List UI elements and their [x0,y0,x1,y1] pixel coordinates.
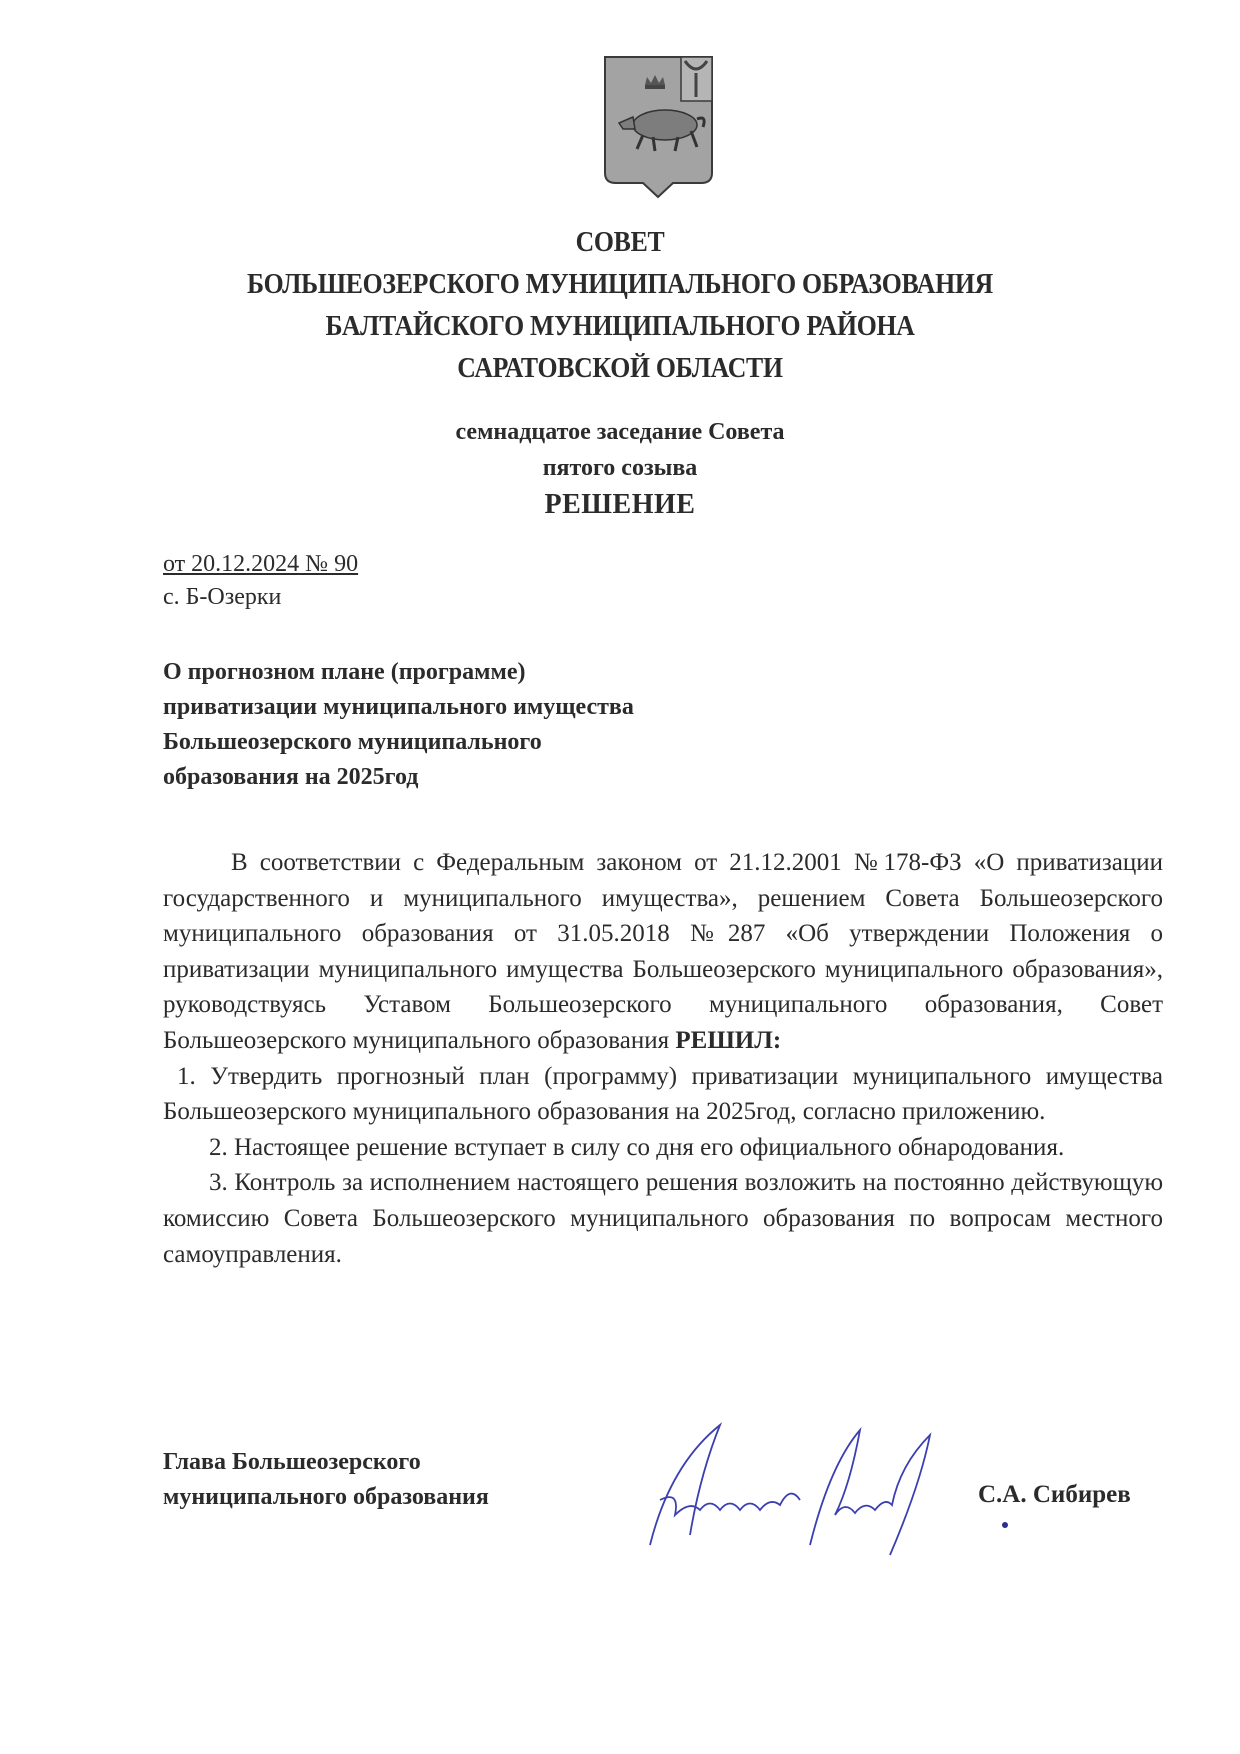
title-line: образования на 2025год [163,764,419,790]
handwritten-signature-icon [630,1405,1010,1575]
header-line: БАЛТАЙСКОГО МУНИЦИПАЛЬНОГО РАЙОНА [325,311,915,342]
position-line: Глава Большеозерского [163,1449,421,1475]
session-block [0,414,1240,524]
coat-of-arms-icon [603,55,714,200]
signatory-name: С.А. Сибирев [978,1481,1131,1508]
resolution-item-2: 2. Настоящее решение вступает в силу со дня его официального обнародования. [209,1133,1065,1161]
convocation-text: пятого созыва [542,455,698,481]
document-title [163,655,634,795]
preamble-text: В соответствии с Федеральным законом от 21.12.2001 №178-ФЗ «О приватизации государственного и муниципального имущества», решением Совета Большеозерского муниципального образования от 31.05.2018 №287 «Об утверждении Положения о приватизации муниципального имущества Большеозерского муниципального образования», руководствуясь Уставом Большеозерского муниципального образования, Совет Большеозерского муниципального образования [163,849,1163,1054]
document-body [163,845,1163,1272]
position-line: муниципального образования [163,1484,489,1510]
document-type: РЕШЕНИЕ [544,489,696,520]
title-line: Большеозерского муниципального [163,729,542,755]
resolved-keyword: РЕШИЛ: [675,1026,782,1054]
place: с. Б-Озерки [163,584,282,610]
title-line: приватизации муниципального имущества [163,694,634,720]
signatory-position [163,1445,489,1515]
header-line: БОЛЬШЕОЗЕРСКОГО МУНИЦИПАЛЬНОГО ОБРАЗОВАНИЯ [247,269,993,300]
header-line: СОВЕТ [575,227,665,258]
header-line: САРАТОВСКОЙ ОБЛАСТИ [457,353,783,384]
session-text: семнадцатое заседание Совета [455,419,785,445]
preamble-paragraph [163,845,1163,1059]
resolution-item-1: 1. Утвердить прогнозный план (программу) приватизации муниципального имущества Большеозерского муниципального образования на 2025год, согласно приложению. [163,1062,1163,1126]
date-number: от 20.12.2024 № 90 [163,551,359,577]
resolution-item-3: 3. Контроль за исполнением настоящего решения возложить на постоянно действующую комиссию Совета Большеозерского муниципального образования по вопросам местного самоуправления. [163,1169,1163,1268]
council-header [0,222,1240,390]
title-line: О прогнозном плане (программе) [163,659,526,685]
document-meta [163,548,358,614]
